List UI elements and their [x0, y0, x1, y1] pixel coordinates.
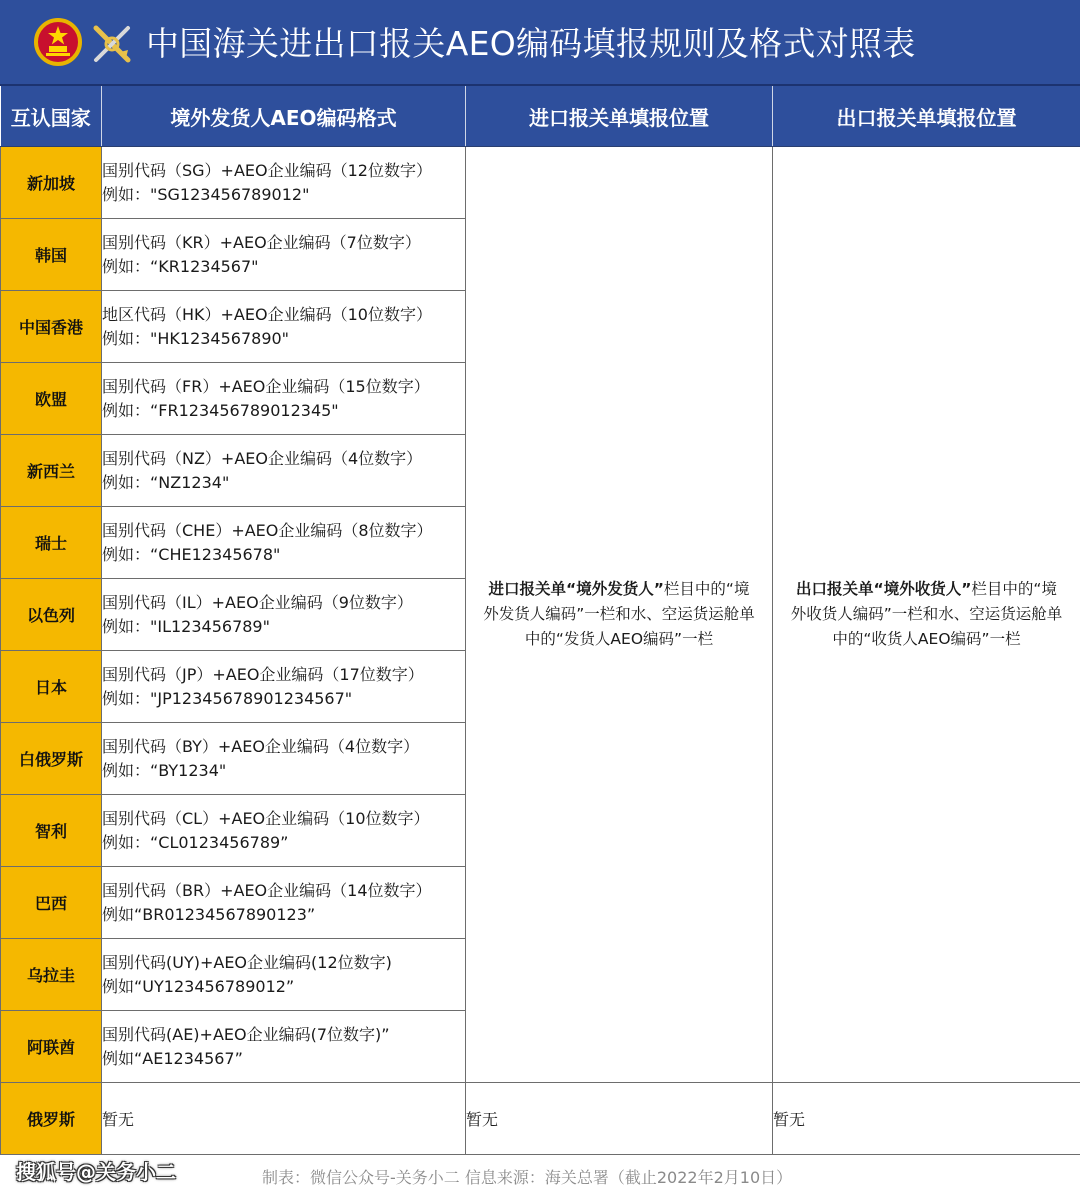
example-text: 例如“UY123456789012” — [102, 976, 295, 996]
format-text: 国别代码(UY)+AEO企业编码(12位数字) — [102, 952, 392, 972]
format-cell — [102, 867, 466, 939]
example-text: 例如："JP12345678901234567" — [102, 688, 353, 708]
format-text: 国别代码（FR）+AEO企业编码（15位数字） — [102, 376, 430, 396]
source-watermark: 搜狐号@关务小二 — [16, 1160, 176, 1184]
country-cell: 韩国 — [1, 219, 102, 291]
example-text: 例如：“NZ1234" — [102, 472, 230, 492]
format-text: 国别代码（IL）+AEO企业编码（9位数字） — [102, 592, 413, 612]
table-header-row — [1, 86, 1080, 147]
page-title: 中国海关进出口报关AEO编码填报规则及格式对照表 — [146, 24, 916, 63]
page-header — [0, 0, 1080, 86]
example-text: 例如：“CHE12345678" — [102, 544, 281, 564]
country-cell: 欧盟 — [1, 363, 102, 435]
aeo-table — [0, 86, 1080, 1155]
format-cell — [102, 1011, 466, 1083]
format-text: 国别代码（NZ）+AEO企业编码（4位数字） — [102, 448, 423, 468]
format-text: 国别代码（BY）+AEO企业编码（4位数字） — [102, 736, 420, 756]
format-text: 地区代码（HK）+AEO企业编码（10位数字） — [102, 304, 432, 324]
credit-text: 制表：微信公众号-关务小二 信息来源：海关总署（截止2022年2月10日） — [262, 1168, 793, 1187]
column-header-country: 互认国家 — [1, 86, 102, 147]
column-header-export: 出口报关单填报位置 — [773, 86, 1080, 147]
export-position-line2: 外收货人编码”一栏和水、空运货运舱单 — [790, 605, 1063, 623]
format-cell: 暂无 — [102, 1083, 466, 1155]
country-cell: 新西兰 — [1, 435, 102, 507]
format-cell — [102, 579, 466, 651]
import-position-cell — [466, 147, 773, 1083]
format-cell — [102, 219, 466, 291]
country-cell: 乌拉圭 — [1, 939, 102, 1011]
import-position-line2: 外发货人编码”一栏和水、空运货运舱单 — [483, 605, 755, 623]
country-cell: 巴西 — [1, 867, 102, 939]
format-text: 国别代码（CHE）+AEO企业编码（8位数字） — [102, 520, 433, 540]
example-text: 例如：“FR123456789012345" — [102, 400, 339, 420]
export-position-cell: 暂无 — [773, 1083, 1080, 1155]
format-text: 国别代码(AE)+AEO企业编码(7位数字)” — [102, 1024, 390, 1044]
example-text: 例如“AE1234567” — [102, 1048, 243, 1068]
export-position-cell — [773, 147, 1080, 1083]
format-text: 国别代码（JP）+AEO企业编码（17位数字） — [102, 664, 424, 684]
example-text: 例如："SG123456789012" — [102, 184, 310, 204]
import-position-l1-rest: 栏目中的“境 — [663, 580, 750, 598]
format-text: 国别代码（BR）+AEO企业编码（14位数字） — [102, 880, 432, 900]
export-position-strong: 出口报关单“境外收货人” — [796, 580, 972, 598]
country-cell: 新加坡 — [1, 147, 102, 219]
format-text: 国别代码（CL）+AEO企业编码（10位数字） — [102, 808, 430, 828]
country-cell: 以色列 — [1, 579, 102, 651]
format-cell — [102, 291, 466, 363]
country-cell: 俄罗斯 — [1, 1083, 102, 1155]
format-text: 国别代码（SG）+AEO企业编码（12位数字） — [102, 160, 432, 180]
export-position-line3: 中的“收货人AEO编码”一栏 — [832, 630, 1021, 648]
table-row — [1, 147, 1080, 219]
customs-logo-icon — [90, 22, 134, 66]
country-cell: 中国香港 — [1, 291, 102, 363]
format-cell — [102, 939, 466, 1011]
export-position-l1-rest: 栏目中的“境 — [971, 580, 1057, 598]
column-header-format: 境外发货人AEO编码格式 — [102, 86, 466, 147]
country-cell: 阿联酋 — [1, 1011, 102, 1083]
country-cell: 瑞士 — [1, 507, 102, 579]
format-cell — [102, 723, 466, 795]
import-position-line3: 中的“发货人AEO编码”一栏 — [524, 630, 714, 648]
column-header-import: 进口报关单填报位置 — [466, 86, 773, 147]
format-cell — [102, 795, 466, 867]
format-cell — [102, 651, 466, 723]
format-cell — [102, 147, 466, 219]
example-text: 例如：“CL0123456789” — [102, 832, 289, 852]
format-cell — [102, 363, 466, 435]
format-cell — [102, 507, 466, 579]
format-cell — [102, 435, 466, 507]
example-text: 例如："HK1234567890" — [102, 328, 290, 348]
country-cell: 白俄罗斯 — [1, 723, 102, 795]
import-position-strong: 进口报关单“境外发货人” — [488, 580, 664, 598]
import-position-cell: 暂无 — [466, 1083, 773, 1155]
table-row-russia — [1, 1083, 1080, 1155]
country-cell: 智利 — [1, 795, 102, 867]
example-text: 例如“BR01234567890123” — [102, 904, 316, 924]
example-text: 例如："IL123456789" — [102, 616, 270, 636]
example-text: 例如：“KR1234567" — [102, 256, 259, 276]
example-text: 例如：“BY1234" — [102, 760, 227, 780]
country-cell: 日本 — [1, 651, 102, 723]
format-text: 国别代码（KR）+AEO企业编码（7位数字） — [102, 232, 421, 252]
national-emblem-icon — [34, 18, 82, 66]
